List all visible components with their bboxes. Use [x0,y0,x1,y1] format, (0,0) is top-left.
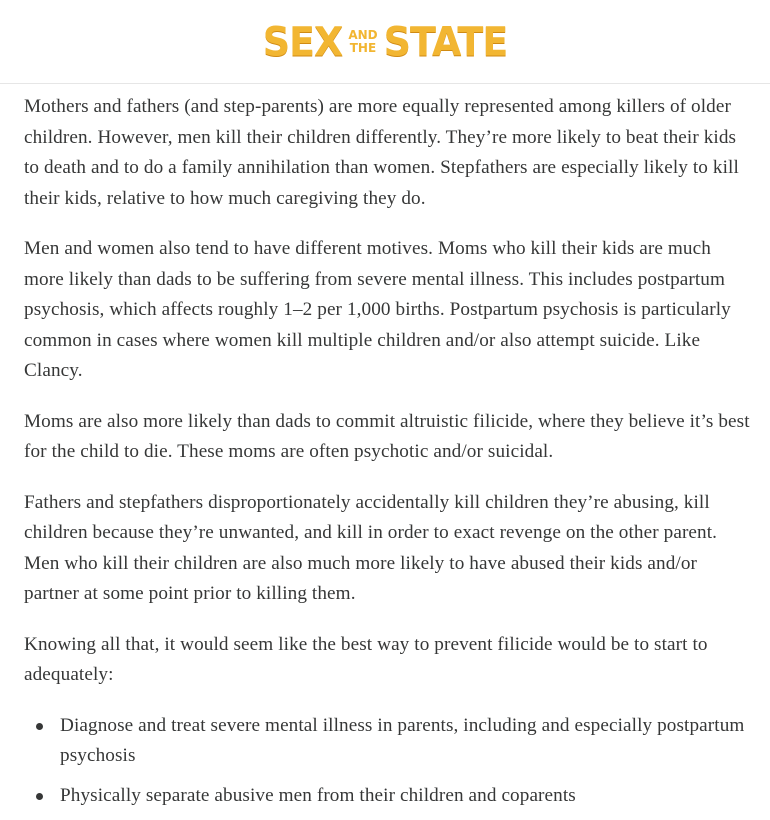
paragraph: Men and women also tend to have different motives. Moms who kill their kids are much more likely than dads to be suffering from severe mental illness. This includes postpartum psychosis, which affects roughly 1–2 per 1,000 births. Postpartum psychosis is particularly common in cases where women kill multiple children and/or also attempt suicide. Like Clancy. [24,238,731,381]
logo-the: THE [349,40,377,55]
logo-and: AND [348,27,378,42]
site-header [0,0,770,84]
site-logo[interactable] [262,18,508,65]
paragraph: Mothers and fathers (and step-parents) are more equally represented among killers of older children. However, men kill their children differently. They’re more likely to beat their kids to death and to do a family annihilation than women. Stepfathers are especially likely to kill their kids, relative to how much caregiving they do. [24,96,739,209]
bullet-list [24,711,752,812]
list-item: Physically separate abusive men from their children and coparents [60,781,752,812]
list-item: Diagnose and treat severe mental illness in parents, including and especially postpartum psychosis [60,711,752,772]
logo-connector [348,29,377,55]
paragraph: Fathers and stepfathers disproportionately accidentally kill children they’re abusing, kill children because they’re unwanted, and kill in order to exact revenge on the other parent. Men who kill their children are also much more likely to have abused their kids and/or partner at some point prior to killing them. [24,491,718,604]
paragraph: Moms are also more likely than dads to commit altruistic filicide, where they believe it’s best for the child to die. These moms are often psychotic and/or suicidal. [24,410,750,462]
paragraph: Knowing all that, it would seem like the best way to prevent filicide would be to start to adequately: [24,633,708,685]
article-body [0,84,770,811]
logo-word-state: STATE [383,18,508,65]
logo-word-sex: SEX [262,18,343,65]
